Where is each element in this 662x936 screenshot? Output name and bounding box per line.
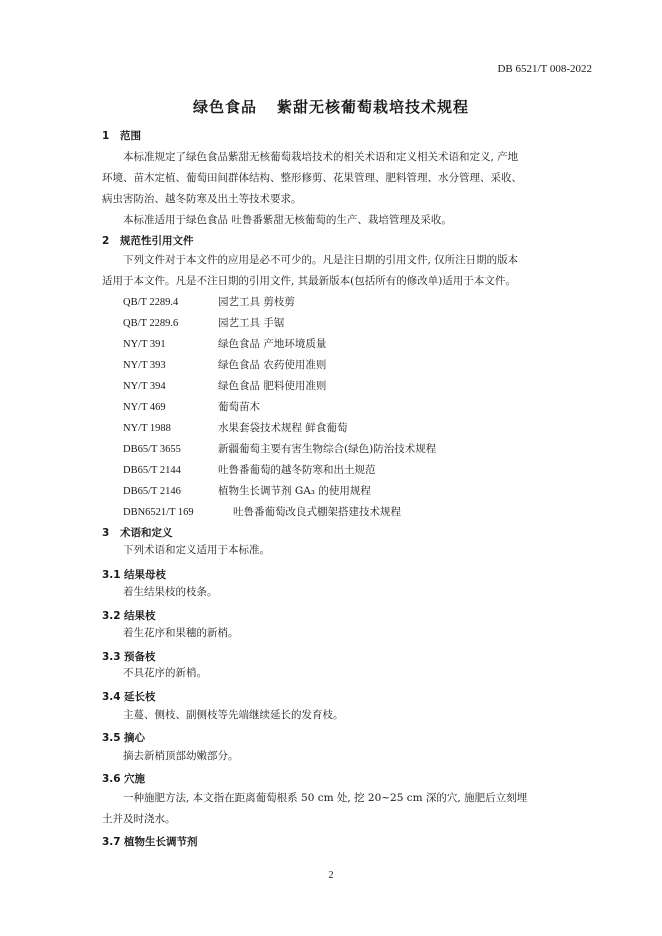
reference-item: NY/T 469 葡萄苗木 <box>123 401 260 413</box>
term-definition: 着生花序和果穗的新梢。 <box>123 627 239 639</box>
term-heading: 3.3 预备枝 <box>102 651 156 663</box>
document-number: DB 6521/T 008-2022 <box>497 63 592 75</box>
term-definition: 一种施肥方法, 本文指在距离葡萄根系 50 cm 处, 挖 20~25 cm 深的穴, 施肥后立刻埋 土并及时浇水。 <box>102 792 528 825</box>
reference-item: NY/T 394 绿色食品 肥料使用准则 <box>123 380 327 392</box>
term-heading: 3.5 摘心 <box>102 732 145 744</box>
reference-item: QB/T 2289.4 园艺工具 剪枝剪 <box>123 296 295 308</box>
section-2-paragraph: 下列文件对于本文件的应用是必不可少的。凡是注日期的引用文件, 仅所注日期的版本 适用于本文件。凡是不注日期的引用文件, 其最新版本(包括所有的修改单)适用于本文件。 <box>102 254 519 287</box>
term-heading: 3.7 植物生长调节剂 <box>102 836 198 848</box>
reference-item: QB/T 2289.6 园艺工具 手锯 <box>123 317 285 329</box>
reference-item: NY/T 391 绿色食品 产地环境质量 <box>123 338 327 350</box>
term-heading: 3.2 结果枝 <box>102 610 156 622</box>
section-3-intro: 下列术语和定义适用于本标准。 <box>123 544 270 556</box>
reference-item: DB65/T 2146 植物生长调节剂 GA₃ 的使用规程 <box>123 485 371 497</box>
term-definition: 主蔓、侧枝、副侧枝等先端继续延长的发育枝。 <box>123 709 344 721</box>
section-1-heading: 1 范围 <box>102 130 141 142</box>
reference-item: NY/T 1988 水果套袋技术规程 鲜食葡萄 <box>123 422 348 434</box>
section-2-heading: 2 规范性引用文件 <box>102 235 194 247</box>
page-number: 2 <box>328 870 334 881</box>
section-1-paragraph-1: 本标准规定了绿色食品紫甜无核葡萄栽培技术的相关术语和定义相关术语和定义, 产地 环境、苗木定植、葡萄田间群体结构、整形修剪、花果管理、肥料管理、水分管理、采收、 病虫害防治、越冬防寒及出土等技术要求。 <box>102 151 522 205</box>
term-heading: 3.6 穴施 <box>102 773 145 785</box>
document-title <box>0 96 662 117</box>
reference-item: NY/T 393 绿色食品 农药使用准则 <box>123 359 327 371</box>
term-definition: 着生结果枝的枝条。 <box>123 586 218 598</box>
term-heading: 3.1 结果母枝 <box>102 569 166 581</box>
section-1-paragraph-2: 本标准适用于绿色食品 吐鲁番紫甜无核葡萄的生产、栽培管理及采收。 <box>123 214 452 226</box>
reference-item: DBN6521/T 169 吐鲁番葡萄改良式棚架搭建技术规程 <box>123 506 401 518</box>
reference-item: DB65/T 2144 吐鲁番葡萄的越冬防寒和出土规范 <box>123 464 376 476</box>
term-heading: 3.4 延长枝 <box>102 691 156 703</box>
title-part-1: 绿色食品 <box>192 98 257 116</box>
section-3-heading: 3 术语和定义 <box>102 527 173 539</box>
term-definition: 不具花序的新梢。 <box>123 667 207 679</box>
title-part-2: 紫甜无核葡萄栽培技术规程 <box>277 98 470 116</box>
term-definition: 摘去新梢顶部幼嫩部分。 <box>123 750 239 762</box>
reference-item: DB65/T 3655 新疆葡萄主要有害生物综合(绿色)防治技术规程 <box>123 443 437 455</box>
